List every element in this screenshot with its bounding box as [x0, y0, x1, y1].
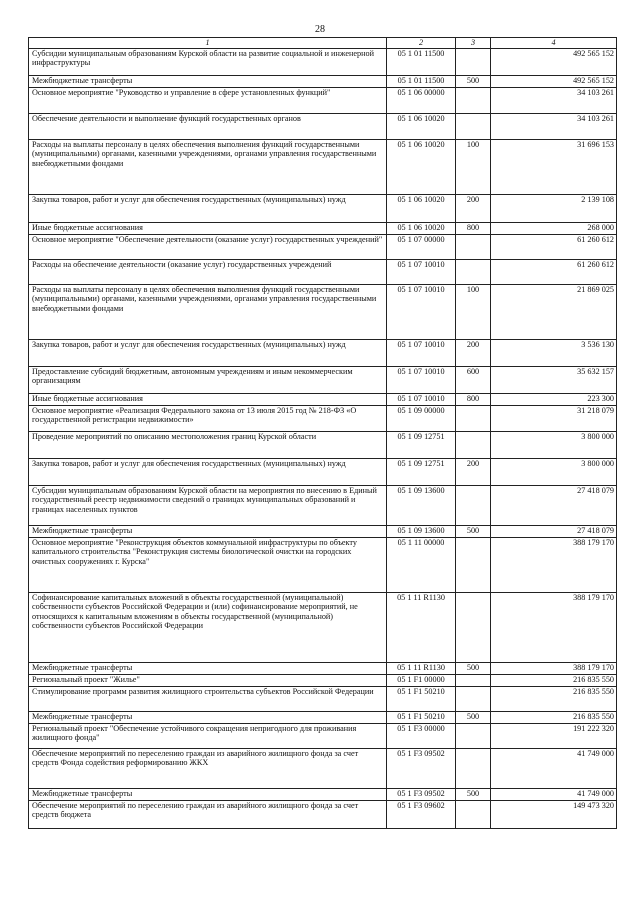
row-type-cell: 500 [456, 525, 491, 537]
row-amount-cell: 27 418 079 [491, 485, 617, 525]
row-code-cell: 05 1 09 12751 [387, 431, 456, 458]
row-name-cell: Субсидии муниципальным образованиям Курской области на мероприятия по внесению в Единый государственный реестр недвижимости сведений о границах муниципальных образований и границах населенных пунктов [29, 485, 387, 525]
table-row [29, 284, 617, 339]
header-col-2: 2 [387, 38, 456, 49]
row-code-cell: 05 1 07 10010 [387, 366, 456, 393]
margin-scan-mark [629, 600, 637, 840]
header-col-4: 4 [491, 38, 617, 49]
row-code-cell: 05 1 07 10010 [387, 284, 456, 339]
row-amount-cell: 388 179 170 [491, 662, 617, 674]
row-name-cell: Субсидии муниципальным образованиям Курской области на развитие социальной и инженерной инфраструктуры [29, 48, 387, 75]
page-number: 28 [315, 24, 325, 35]
row-name-cell: Расходы на выплаты персоналу в целях обеспечения выполнения функций государственными (муниципальными) органами, казенными учреждениями, органами управления государственными внебюджетными фондами [29, 284, 387, 339]
table-row [29, 431, 617, 458]
row-amount-cell: 27 418 079 [491, 525, 617, 537]
row-amount-cell: 388 179 170 [491, 537, 617, 592]
row-type-cell [456, 723, 491, 748]
row-code-cell: 05 1 F3 09502 [387, 788, 456, 800]
row-code-cell: 05 1 01 11500 [387, 48, 456, 75]
row-type-cell [456, 87, 491, 113]
row-amount-cell: 223 300 [491, 393, 617, 405]
row-code-cell: 05 1 F1 00000 [387, 674, 456, 686]
row-type-cell [456, 800, 491, 828]
row-name-cell: Основное мероприятие "Обеспечение деятельности (оказание услуг) государственных учреждений" [29, 234, 387, 259]
budget-table [28, 37, 617, 829]
table-row [29, 748, 617, 788]
table-row [29, 113, 617, 139]
row-name-cell: Обеспечение мероприятий по переселению граждан из аварийного жилищного фонда за счет средств Фонда содействия реформированию ЖКХ [29, 748, 387, 788]
header-col-3: 3 [456, 38, 491, 49]
row-code-cell: 05 1 09 13600 [387, 525, 456, 537]
row-amount-cell: 61 260 612 [491, 234, 617, 259]
row-amount-cell: 216 835 550 [491, 686, 617, 711]
table-row [29, 48, 617, 75]
row-type-cell [456, 485, 491, 525]
row-amount-cell: 3 536 130 [491, 339, 617, 366]
table-row [29, 485, 617, 525]
table-row [29, 339, 617, 366]
row-type-cell: 200 [456, 194, 491, 222]
row-type-cell: 100 [456, 139, 491, 194]
table-row [29, 234, 617, 259]
row-type-cell [456, 748, 491, 788]
row-code-cell: 05 1 11 R1130 [387, 592, 456, 662]
row-amount-cell: 31 696 153 [491, 139, 617, 194]
row-name-cell: Стимулирование программ развития жилищного строительства субъектов Российской Федерации [29, 686, 387, 711]
row-amount-cell: 31 218 079 [491, 405, 617, 431]
row-amount-cell: 268 000 [491, 222, 617, 234]
row-code-cell: 05 1 07 10010 [387, 393, 456, 405]
table-row [29, 662, 617, 674]
row-type-cell: 600 [456, 366, 491, 393]
row-type-cell: 500 [456, 75, 491, 87]
row-code-cell: 05 1 06 10020 [387, 139, 456, 194]
row-amount-cell: 34 103 261 [491, 113, 617, 139]
table-row [29, 788, 617, 800]
row-type-cell [456, 537, 491, 592]
row-amount-cell: 191 222 320 [491, 723, 617, 748]
row-name-cell: Закупка товаров, работ и услуг для обеспечения государственных (муниципальных) нужд [29, 339, 387, 366]
row-code-cell: 05 1 09 12751 [387, 458, 456, 485]
table-header-row [29, 38, 617, 49]
row-name-cell: Обеспечение мероприятий по переселению граждан из аварийного жилищного фонда за счет средств бюджета [29, 800, 387, 828]
row-name-cell: Софинансирование капитальных вложений в объекты государственной (муниципальной) собственности субъектов Российской Федерации и (или) софинансирование мероприятий, не относящихся к капитальным вложениям в объекты государственной (муниципальной) собственности субъектов Российской Федерации [29, 592, 387, 662]
row-amount-cell: 388 179 170 [491, 592, 617, 662]
row-amount-cell: 216 835 550 [491, 711, 617, 723]
table-row [29, 458, 617, 485]
table-row [29, 405, 617, 431]
row-code-cell: 05 1 F3 09502 [387, 748, 456, 788]
table-row [29, 259, 617, 284]
row-type-cell [456, 259, 491, 284]
row-code-cell: 05 1 06 10020 [387, 113, 456, 139]
table-row [29, 537, 617, 592]
row-amount-cell: 21 869 025 [491, 284, 617, 339]
row-type-cell [456, 405, 491, 431]
table-row [29, 87, 617, 113]
row-code-cell: 05 1 F1 50210 [387, 711, 456, 723]
row-code-cell: 05 1 01 11500 [387, 75, 456, 87]
row-code-cell: 05 1 07 10010 [387, 339, 456, 366]
row-type-cell: 500 [456, 711, 491, 723]
table-row [29, 366, 617, 393]
row-name-cell: Расходы на обеспечение деятельности (оказание услуг) государственных учреждений [29, 259, 387, 284]
table-row [29, 194, 617, 222]
row-amount-cell: 41 749 000 [491, 788, 617, 800]
row-code-cell: 05 1 11 R1130 [387, 662, 456, 674]
row-amount-cell: 492 565 152 [491, 48, 617, 75]
row-type-cell: 100 [456, 284, 491, 339]
table-row [29, 686, 617, 711]
row-name-cell: Региональный проект "Жилье" [29, 674, 387, 686]
row-code-cell: 05 1 06 10020 [387, 194, 456, 222]
row-name-cell: Основное мероприятие "Реконструкция объектов коммунальной инфраструктуры по объекту капитального строительства "Реконструкция системы биологической очистки на городских очистных сооружениях г. Курска" [29, 537, 387, 592]
row-name-cell: Закупка товаров, работ и услуг для обеспечения государственных (муниципальных) нужд [29, 458, 387, 485]
row-name-cell: Обеспечение деятельности и выполнение функций государственных органов [29, 113, 387, 139]
row-name-cell: Межбюджетные трансферты [29, 75, 387, 87]
table-row [29, 222, 617, 234]
row-amount-cell: 492 565 152 [491, 75, 617, 87]
row-name-cell: Иные бюджетные ассигнования [29, 222, 387, 234]
row-type-cell: 500 [456, 788, 491, 800]
row-type-cell: 200 [456, 458, 491, 485]
row-code-cell: 05 1 09 13600 [387, 485, 456, 525]
table-row [29, 75, 617, 87]
table-row [29, 711, 617, 723]
row-code-cell: 05 1 F3 00000 [387, 723, 456, 748]
row-name-cell: Проведение мероприятий по описанию местоположения границ Курской области [29, 431, 387, 458]
row-amount-cell: 34 103 261 [491, 87, 617, 113]
row-type-cell [456, 592, 491, 662]
row-code-cell: 05 1 11 00000 [387, 537, 456, 592]
row-type-cell [456, 48, 491, 75]
row-name-cell: Основное мероприятие «Реализация Федерального закона от 13 июля 2015 год № 218-ФЗ «О государственной регистрации недвижимости» [29, 405, 387, 431]
row-type-cell: 200 [456, 339, 491, 366]
row-type-cell: 500 [456, 662, 491, 674]
row-type-cell [456, 234, 491, 259]
table-row [29, 393, 617, 405]
row-type-cell: 800 [456, 393, 491, 405]
row-code-cell: 05 1 07 10010 [387, 259, 456, 284]
row-amount-cell: 61 260 612 [491, 259, 617, 284]
table-row [29, 723, 617, 748]
row-name-cell: Межбюджетные трансферты [29, 662, 387, 674]
row-name-cell: Основное мероприятие "Руководство и управление в сфере установленных функций" [29, 87, 387, 113]
row-amount-cell: 3 800 000 [491, 458, 617, 485]
row-type-cell [456, 113, 491, 139]
row-type-cell [456, 431, 491, 458]
row-type-cell: 800 [456, 222, 491, 234]
row-type-cell [456, 686, 491, 711]
header-col-1: 1 [29, 38, 387, 49]
row-code-cell: 05 1 F1 50210 [387, 686, 456, 711]
row-amount-cell: 2 139 108 [491, 194, 617, 222]
row-amount-cell: 41 749 000 [491, 748, 617, 788]
row-code-cell: 05 1 06 10020 [387, 222, 456, 234]
row-amount-cell: 35 632 157 [491, 366, 617, 393]
row-name-cell: Межбюджетные трансферты [29, 788, 387, 800]
row-type-cell [456, 674, 491, 686]
table-row [29, 592, 617, 662]
row-name-cell: Региональный проект "Обеспечение устойчивого сокращения непригодного для проживания жилищного фонда" [29, 723, 387, 748]
table-row [29, 674, 617, 686]
row-name-cell: Иные бюджетные ассигнования [29, 393, 387, 405]
row-code-cell: 05 1 06 00000 [387, 87, 456, 113]
row-name-cell: Закупка товаров, работ и услуг для обеспечения государственных (муниципальных) нужд [29, 194, 387, 222]
table-row [29, 525, 617, 537]
row-code-cell: 05 1 09 00000 [387, 405, 456, 431]
row-name-cell: Межбюджетные трансферты [29, 525, 387, 537]
table-row [29, 139, 617, 194]
row-code-cell: 05 1 F3 09602 [387, 800, 456, 828]
row-amount-cell: 216 835 550 [491, 674, 617, 686]
row-name-cell: Межбюджетные трансферты [29, 711, 387, 723]
row-amount-cell: 149 473 320 [491, 800, 617, 828]
row-name-cell: Расходы на выплаты персоналу в целях обеспечения выполнения функций государственными (муниципальными) органами, казенными учреждениями, органами управления государственными внебюджетными фондами [29, 139, 387, 194]
row-name-cell: Предоставление субсидий бюджетным, автономным учреждениям и иным некоммерческим организациям [29, 366, 387, 393]
table-row [29, 800, 617, 828]
row-code-cell: 05 1 07 00000 [387, 234, 456, 259]
row-amount-cell: 3 800 000 [491, 431, 617, 458]
